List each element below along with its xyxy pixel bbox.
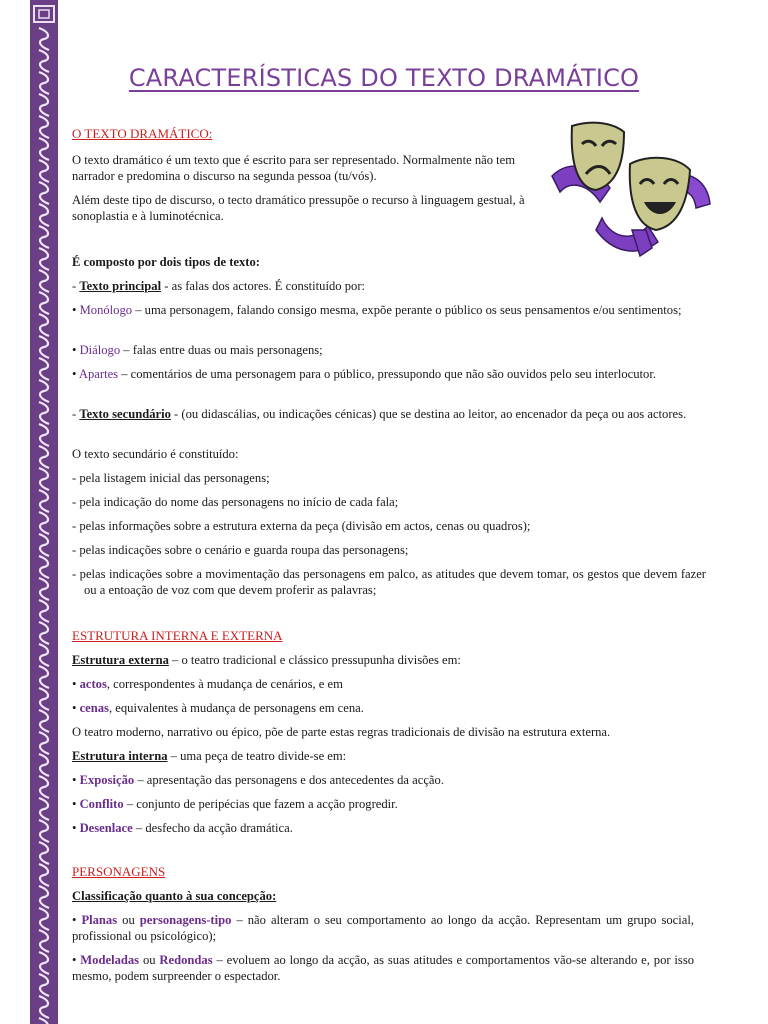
estrutura-externa-line [72, 652, 694, 668]
dialogo-label: Diálogo [79, 343, 121, 357]
section-heading-texto-dramatico: O TEXTO DRAMÁTICO: [72, 126, 213, 141]
apartes-text: – comentários de uma personagem para o público, pressupondo que não são ouvidos pelo seu interlocutor. [118, 367, 656, 381]
conflito-text: – conjunto de peripécias que fazem a acção progredir. [123, 797, 398, 811]
actos-text: , correspondentes à mudança de cenários, e em [106, 677, 343, 691]
list-item: - pelas indicações sobre a movimentação das personagens em palco, as atitudes que devem tomar, os gestos que devem fazer ou a entoação de voz com que devem proferir as palavras; [72, 567, 706, 597]
desenlace-label: Desenlace [79, 821, 133, 835]
actos-label: actos [79, 677, 107, 691]
dialogo-text: – falas entre duas ou mais personagens; [120, 343, 323, 357]
dash: - [72, 279, 80, 293]
apartes-label: Apartes [78, 367, 119, 381]
list-item-dialogo [72, 342, 694, 358]
bullet: • [72, 913, 77, 927]
list-item-exposicao [72, 772, 694, 788]
dash: - [72, 407, 80, 421]
classificacao-heading: Classificação quanto à sua concepção: [72, 889, 277, 903]
estrutura-interna-text: – uma peça de teatro divide-se em: [167, 749, 347, 763]
list-item-desenlace [72, 820, 694, 836]
exposicao-text: – apresentação das personagens e dos antecedentes da acção. [134, 773, 444, 787]
texto-secundario-line [72, 406, 706, 422]
section-heading-estrutura: ESTRUTURA INTERNA E EXTERNA [72, 628, 283, 643]
bullet: • [72, 797, 77, 811]
list-item-actos [72, 676, 694, 692]
list-item: - pelas informações sobre a estrutura externa da peça (divisão em actos, cenas ou quadros); [72, 519, 531, 533]
composto-heading: É composto por dois tipos de texto: [72, 255, 260, 269]
estrutura-externa-text: – o teatro tradicional e clássico pressupunha divisões em: [168, 653, 461, 667]
personagens-tipo-label: personagens-tipo [139, 913, 232, 927]
bullet: • [72, 821, 77, 835]
paragraph-definicao: O texto dramático é um texto que é escrito para ser representado. Normalmente não tem narrador e predomina o discurso na segunda pessoa (tu/vós). [72, 153, 516, 183]
list-item-conflito [72, 796, 694, 812]
planas-text: – não alteram o seu comportamento ao longo da acção. Representam um grupo social, profissional ou psicológico); [72, 913, 694, 943]
bullet: • [72, 701, 77, 715]
list-item-cenas [72, 700, 694, 716]
texto-secundario-constituido: O texto secundário é constituído: [72, 447, 239, 461]
list-item-monologo [72, 302, 706, 318]
monologo-label: Monólogo [79, 303, 133, 317]
conflito-label: Conflito [79, 797, 124, 811]
bullet: • [72, 303, 77, 317]
section-heading-personagens: PERSONAGENS [72, 864, 166, 879]
bullet: • [72, 343, 77, 357]
list-item-modeladas [72, 952, 694, 984]
list-item-apartes [72, 366, 706, 382]
planas-label: Planas [81, 913, 118, 927]
bullet: • [72, 677, 77, 691]
decorative-border [30, 0, 58, 1024]
list-item: - pela indicação do nome das personagens no início de cada fala; [72, 495, 399, 509]
texto-principal-label: Texto principal [79, 279, 162, 293]
cenas-label: cenas [79, 701, 109, 715]
bullet: • [72, 953, 77, 967]
desenlace-text: – desfecho da acção dramática. [132, 821, 293, 835]
list-item: - pela listagem inicial das personagens; [72, 471, 270, 485]
texto-principal-text: - as falas dos actores. É constituído por: [161, 279, 366, 293]
estrutura-externa-label: Estrutura externa [72, 653, 169, 667]
paragraph-teatro-moderno: O teatro moderno, narrativo ou épico, põe de parte estas regras tradicionais de divisão na estrutura externa. [72, 725, 611, 739]
bullet: • [72, 773, 77, 787]
estrutura-interna-line [72, 748, 694, 764]
estrutura-interna-label: Estrutura interna [72, 749, 168, 763]
cenas-text: , equivalentes à mudança de personagens em cena. [108, 701, 364, 715]
texto-principal-line [72, 278, 694, 294]
modeladas-text: – evoluem ao longo da acção, as suas atitudes e comportamentos vão-se alterando e, por isso mesmo, podem surpreender o espectador. [72, 953, 695, 983]
ou-text: ou [139, 953, 160, 967]
bullet: • [72, 367, 77, 381]
list-item-planas [72, 912, 694, 944]
list-item: - pelas indicações sobre o cenário e guarda roupa das personagens; [72, 543, 409, 557]
texto-secundario-label: Texto secundário [79, 407, 171, 421]
monologo-text: – uma personagem, falando consigo mesma, expõe perante o público os seus pensamentos e/ou sentimentos; [132, 303, 682, 317]
paragraph-discurso: Além deste tipo de discurso, o tecto dramático pressupõe o recurso à linguagem gestual, à sonoplastia e à luminotécnica. [72, 193, 525, 223]
page-title: CARACTERÍSTICAS DO TEXTO DRAMÁTICO [128, 64, 640, 92]
exposicao-label: Exposição [79, 773, 135, 787]
modeladas-label: Modeladas [80, 953, 140, 967]
redondas-label: Redondas [159, 953, 213, 967]
texto-secundario-text: - (ou didascálias, ou indicações cénicas) que se destina ao leitor, ao encenador da peça ou aos actores. [170, 407, 687, 421]
ou-text: ou [117, 913, 140, 927]
